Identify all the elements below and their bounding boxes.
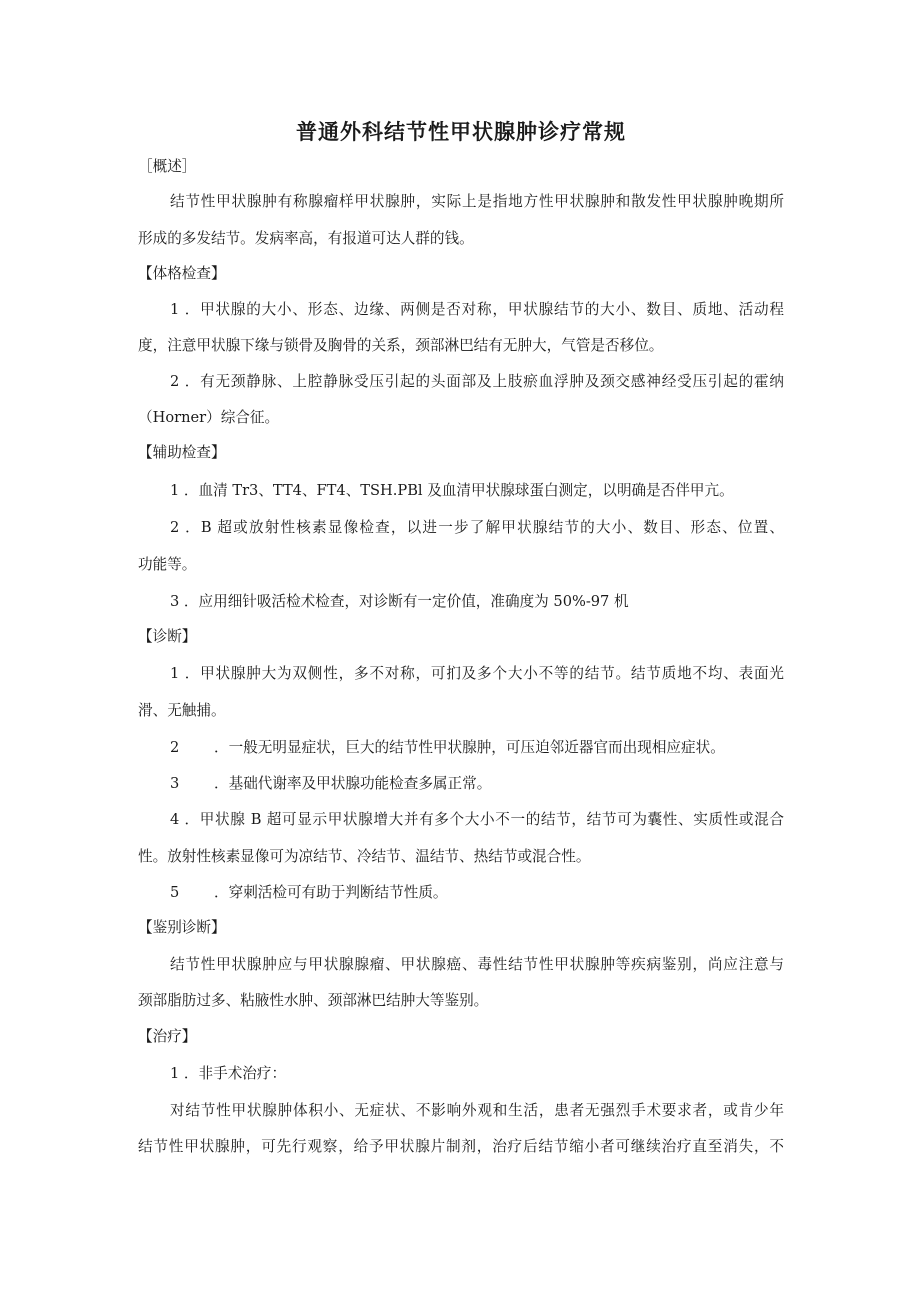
diagnosis-item-3 xyxy=(138,774,784,794)
overview-line-2: 形成的多发结节。发病率高，有报道可达人群的钱。 xyxy=(138,230,474,247)
diagnosis-heading: 【诊断】 xyxy=(138,628,197,645)
differential-line-2: 颈部脂肪过多、粘腋性水肿、颈部淋巴结肿大等鉴别。 xyxy=(138,992,489,1009)
diagnosis-item-5-text: ．穿刺活检可有助于判断结节性质。 xyxy=(214,884,448,901)
diagnosis-item-5 xyxy=(138,883,784,903)
physical-exam-item-2-line-1: 2 ．有无颈静脉、上腔静脉受压引起的头面部及上肢瘀血浮肿及颈交感神经受压引起的霍纳 xyxy=(170,373,784,390)
diagnosis-item-1-line-2: 滑、无触捕。 xyxy=(138,702,226,719)
diagnosis-item-3-number: 3 xyxy=(170,775,180,792)
physical-exam-item-1-line-2: 度，注意甲状腺下缘与锁骨及胸骨的关系，颈部淋巴结有无肿大，气管是否移位。 xyxy=(138,337,664,354)
page-title: 普通外科结节性甲状腺肿诊疗常规 xyxy=(296,120,626,144)
diagnosis-item-4-line-2: 性。放射性核素显像可为凉结节、冷结节、温结节、热结节或混合性。 xyxy=(138,848,591,865)
diagnosis-item-2-number: 2 xyxy=(170,739,180,756)
auxiliary-exam-item-1: 1 ．血清 Tr3、TT4、FT4、TSH.PBl 及血清甲状腺球蛋白测定，以明确是否伴甲亢。 xyxy=(170,482,734,499)
overview-heading: ［概述］ xyxy=(138,158,197,175)
physical-exam-heading: 【体格检查】 xyxy=(138,265,226,282)
treatment-item-1-title: 1 ．非手术治疗： xyxy=(170,1065,287,1082)
differential-line-1: 结节性甲状腺肿应与甲状腺腺瘤、甲状腺癌、毒性结节性甲状腺肿等疾病鉴别，尚应注意与 xyxy=(170,956,784,973)
diagnosis-item-2-text: ．一般无明显症状，巨大的结节性甲状腺肿，可压迫邻近器官而出现相应症状。 xyxy=(214,739,725,756)
auxiliary-exam-item-2-line-1: 2 ．B 超或放射性核素显像检查，以进一步了解甲状腺结节的大小、数目、形态、位置、 xyxy=(170,519,784,536)
auxiliary-exam-item-3: 3 ．应用细针吸活检术检查，对诊断有一定价值，准确度为 50%-97 机 xyxy=(170,593,629,610)
diagnosis-item-5-number: 5 xyxy=(170,884,180,901)
diagnosis-item-4-line-1: 4 ．甲状腺 B 超可显示甲状腺增大并有多个大小不一的结节，结节可为囊性、实质性或混合 xyxy=(170,811,784,828)
treatment-line-1: 对结节性甲状腺肿体积小、无症状、不影响外观和生活，患者无强烈手术要求者，或肯少年 xyxy=(170,1102,784,1119)
auxiliary-exam-heading: 【辅助检查】 xyxy=(138,444,226,461)
overview-line-1: 结节性甲状腺肿有称腺瘤样甲状腺肿，实际上是指地方性甲状腺肿和散发性甲状腺肿晚期所 xyxy=(170,193,784,210)
diagnosis-item-2 xyxy=(138,738,784,758)
treatment-line-2: 结节性甲状腺肿，可先行观察，给予甲状腺片制剂，治疗后结节缩小者可继续治疗直至消失，不 xyxy=(138,1138,784,1155)
physical-exam-item-1-line-1: 1 ．甲状腺的大小、形态、边缘、两侧是否对称，甲状腺结节的大小、数目、质地、活动程 xyxy=(170,301,784,318)
differential-heading: 【鉴别诊断】 xyxy=(138,919,226,936)
treatment-heading: 【治疗】 xyxy=(138,1028,197,1045)
physical-exam-item-2-line-2: （Horner）综合征。 xyxy=(138,409,280,426)
auxiliary-exam-item-2-line-2: 功能等。 xyxy=(138,556,197,573)
diagnosis-item-3-text: ．基础代谢率及甲状腺功能检查多属正常。 xyxy=(214,775,492,792)
diagnosis-item-1-line-1: 1 ．甲状腺肿大为双侧性，多不对称，可扪及多个大小不等的结节。结节质地不均、表面光 xyxy=(170,665,784,682)
